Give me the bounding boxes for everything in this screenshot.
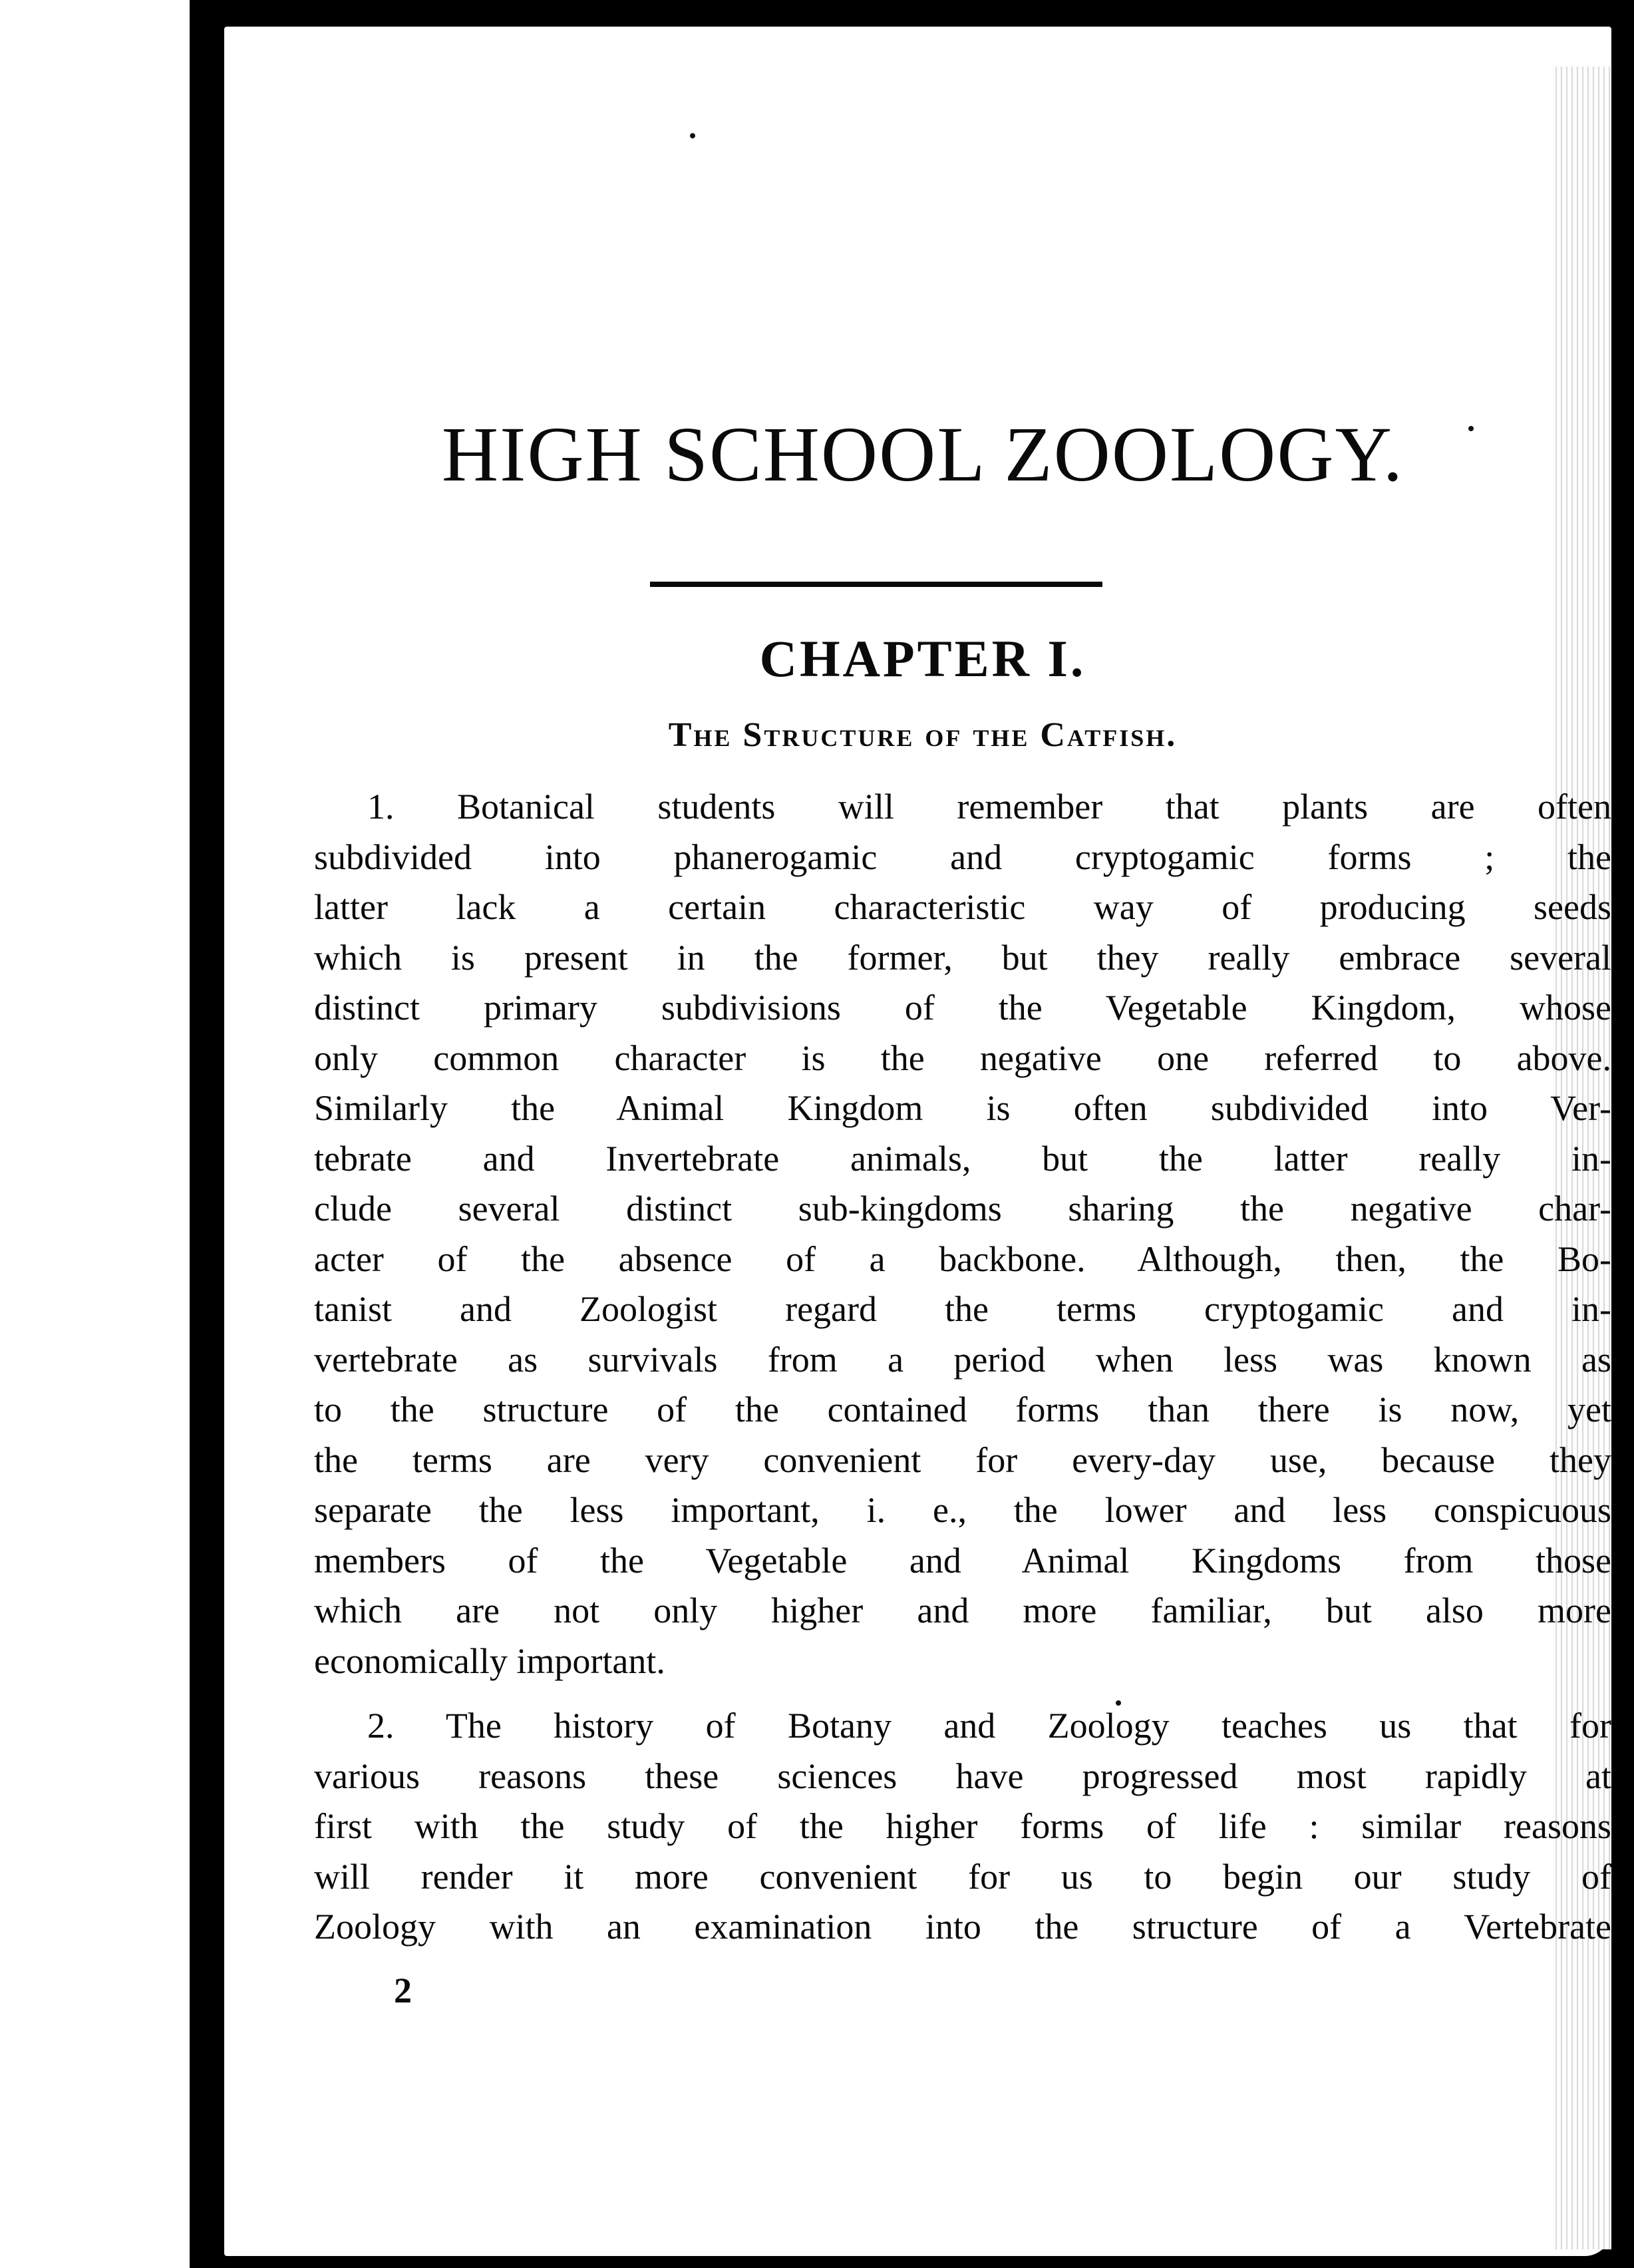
- text-line: Similarly the Animal Kingdom is often subdivided into Ver-: [314, 1088, 1611, 1128]
- text-line: economically important.: [314, 1640, 665, 1681]
- book-page: [224, 27, 1611, 2256]
- text-line: the terms are very convenient for every-day use, because they: [314, 1439, 1611, 1480]
- text-line: subdivided into phanerogamic and cryptogamic forms ; the: [314, 837, 1611, 877]
- scan-speck: [690, 133, 695, 138]
- scan-speck: [1468, 426, 1474, 431]
- text-line: vertebrate as survivals from a period when less was known as: [314, 1339, 1611, 1380]
- text-line: 2. The history of Botany and Zoology teaches us that for: [367, 1706, 1611, 1746]
- text-line: various reasons these sciences have progressed most rapidly at: [314, 1756, 1611, 1796]
- text-line: Zoology with an examination into the structure of a Vertebrate: [314, 1907, 1611, 1947]
- page-gutter: [190, 0, 224, 2268]
- text-line: first with the study of the higher forms of life : similar reasons: [314, 1806, 1611, 1846]
- text-line: members of the Vegetable and Animal Kingdoms from those: [314, 1540, 1611, 1581]
- text-line: distinct primary subdivisions of the Vegetable Kingdom, whose: [314, 988, 1611, 1028]
- text-line: 1. Botanical students will remember that plants are often: [367, 787, 1611, 827]
- text-line: tebrate and Invertebrate animals, but the latter really in-: [314, 1138, 1611, 1179]
- title-rule: [650, 582, 1102, 587]
- text-line: will render it more convenient for us to begin our study of: [314, 1856, 1611, 1897]
- text-line: which is present in the former, but they really embrace several: [314, 937, 1611, 978]
- text-line: to the structure of the contained forms than there is now, yet: [314, 1390, 1611, 1429]
- page-number: 2: [394, 1971, 412, 2010]
- text-line: latter lack a certain characteristic way of producing seeds: [314, 887, 1611, 927]
- chapter-subtitle: The Structure of the Catfish.: [668, 716, 1178, 754]
- body-text: [314, 782, 1611, 1953]
- paragraph-1: [314, 782, 1611, 1686]
- text-line: clude several distinct sub-kingdoms sharing the negative char-: [314, 1189, 1611, 1228]
- book-title: HIGH SCHOOL ZOOLOGY.: [441, 411, 1404, 498]
- chapter-heading: CHAPTER I.: [759, 630, 1086, 687]
- paragraph-2: [314, 1701, 1611, 1953]
- text-line: separate the less important, i. e., the lower and less conspicuous: [314, 1490, 1611, 1530]
- text-line: only common character is the negative one referred to above.: [314, 1038, 1611, 1078]
- text-line: which are not only higher and more familiar, but also more: [314, 1591, 1611, 1630]
- text-line: acter of the absence of a backbone. Although, then, the Bo-: [314, 1238, 1611, 1279]
- text-line: tanist and Zoologist regard the terms cryptogamic and in-: [314, 1289, 1611, 1329]
- previous-page-edge: [0, 0, 190, 2268]
